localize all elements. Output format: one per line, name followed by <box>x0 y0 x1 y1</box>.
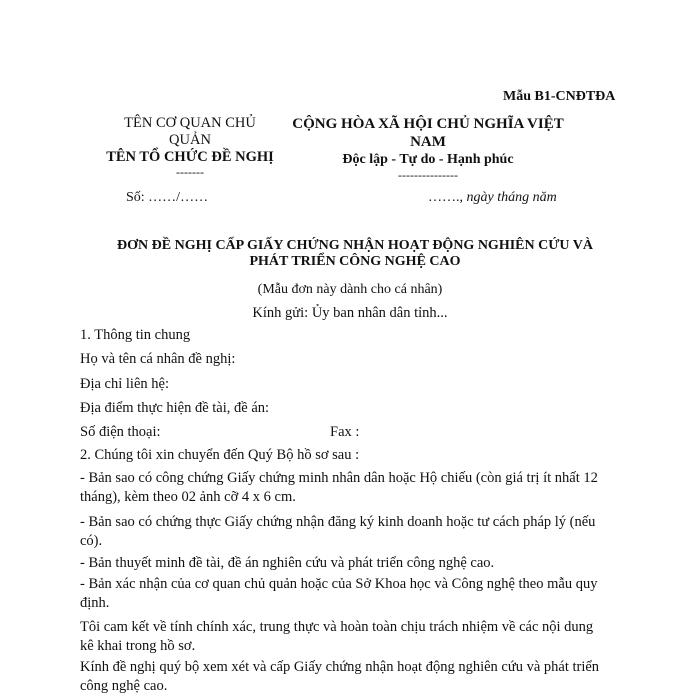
fax-label: Fax : <box>330 424 360 440</box>
section2-heading: 2. Chúng tôi xin chuyển đến Quý Bộ hồ sơ sau : <box>80 447 360 463</box>
organization-name: TÊN TỔ CHỨC ĐỀ NGHỊ <box>106 149 274 165</box>
document-item-id-copy-line1: - Bản sao có công chứng Giấy chứng minh nhân dân hoặc Hộ chiếu (còn giá trị ít nhất 12 <box>80 470 598 486</box>
commitment-statement-line1: Tôi cam kết về tính chính xác, trung thực và hoàn toàn chịu trách nhiệm về các nội dung <box>80 619 594 635</box>
document-note: (Mẫu đơn này dành cho cá nhân) <box>257 282 443 297</box>
nation-name-line2: NAM <box>410 134 446 150</box>
right-divider: --------------- <box>398 168 458 182</box>
request-statement-line1: Kính đề nghị quý bộ xem xét và cấp Giấy chứng nhận hoạt động nghiên cứu và phát triển <box>80 659 600 675</box>
phone-label: Số điện thoại: <box>80 424 161 440</box>
document-item-confirmation-line1: - Bản xác nhận của cơ quan chủ quản hoặc của Sở Khoa học và Công nghệ theo mẫu quy <box>80 576 598 592</box>
document-item-business-registration-line1: - Bản sao có chứng thực Giấy chứng nhận đăng ký kinh doanh hoặc tư cách pháp lý (nếu <box>80 514 596 530</box>
applicant-name-label: Họ và tên cá nhân đề nghị: <box>80 351 236 367</box>
nation-name-line1: CỘNG HÒA XÃ HỘI CHỦ NGHĨA VIỆT <box>292 116 564 132</box>
request-statement <box>80 658 625 696</box>
issuing-agency-block <box>95 115 285 178</box>
document-item-confirmation-line2: định. <box>80 595 110 611</box>
national-motto: Độc lập - Tự do - Hạnh phúc <box>342 152 514 167</box>
commitment-statement-line2: kê khai trong hồ sơ. <box>80 638 196 654</box>
document-number: Số: ……/…… <box>126 190 209 205</box>
document-item-business-registration-line2: có). <box>80 533 103 549</box>
request-statement-line2: công nghệ cao. <box>80 678 168 694</box>
section1-heading: 1. Thông tin chung <box>80 327 191 343</box>
recipient-line: Kính gửi: Ủy ban nhân dân tỉnh... <box>252 305 448 321</box>
project-location-label: Địa điểm thực hiện đề tài, đề án: <box>80 400 270 416</box>
commitment-statement <box>80 618 625 656</box>
document-title-line1: ĐƠN ĐỀ NGHỊ CẤP GIẤY CHỨNG NHẬN HOẠT ĐỘNG NGHIÊN CỨU VÀ <box>117 238 593 253</box>
document-item-project-description: - Bản thuyết minh đề tài, đề án nghiên cứu và phát triển công nghệ cao. <box>80 555 495 571</box>
left-divider: ------- <box>176 165 204 179</box>
document-item-confirmation <box>80 575 625 613</box>
date-place: ……., <box>428 190 467 205</box>
document-title <box>80 238 630 270</box>
national-heading-block <box>283 115 573 181</box>
agency-name-line2: QUẢN <box>169 132 211 148</box>
date-line <box>428 190 557 206</box>
agency-name-line1: TÊN CƠ QUAN CHỦ <box>124 115 256 131</box>
document-item-business-registration <box>80 513 625 551</box>
contact-address-label: Địa chỉ liên hệ: <box>80 376 169 392</box>
document-title-line2: PHÁT TRIỂN CÔNG NGHỆ CAO <box>249 254 461 269</box>
date-text: ngày tháng năm <box>466 190 557 205</box>
document-item-id-copy <box>80 469 625 507</box>
document-item-id-copy-line2: tháng), kèm theo 02 ảnh cỡ 4 x 6 cm. <box>80 489 296 505</box>
form-code: Mẫu B1-CNĐTĐA <box>503 89 616 104</box>
